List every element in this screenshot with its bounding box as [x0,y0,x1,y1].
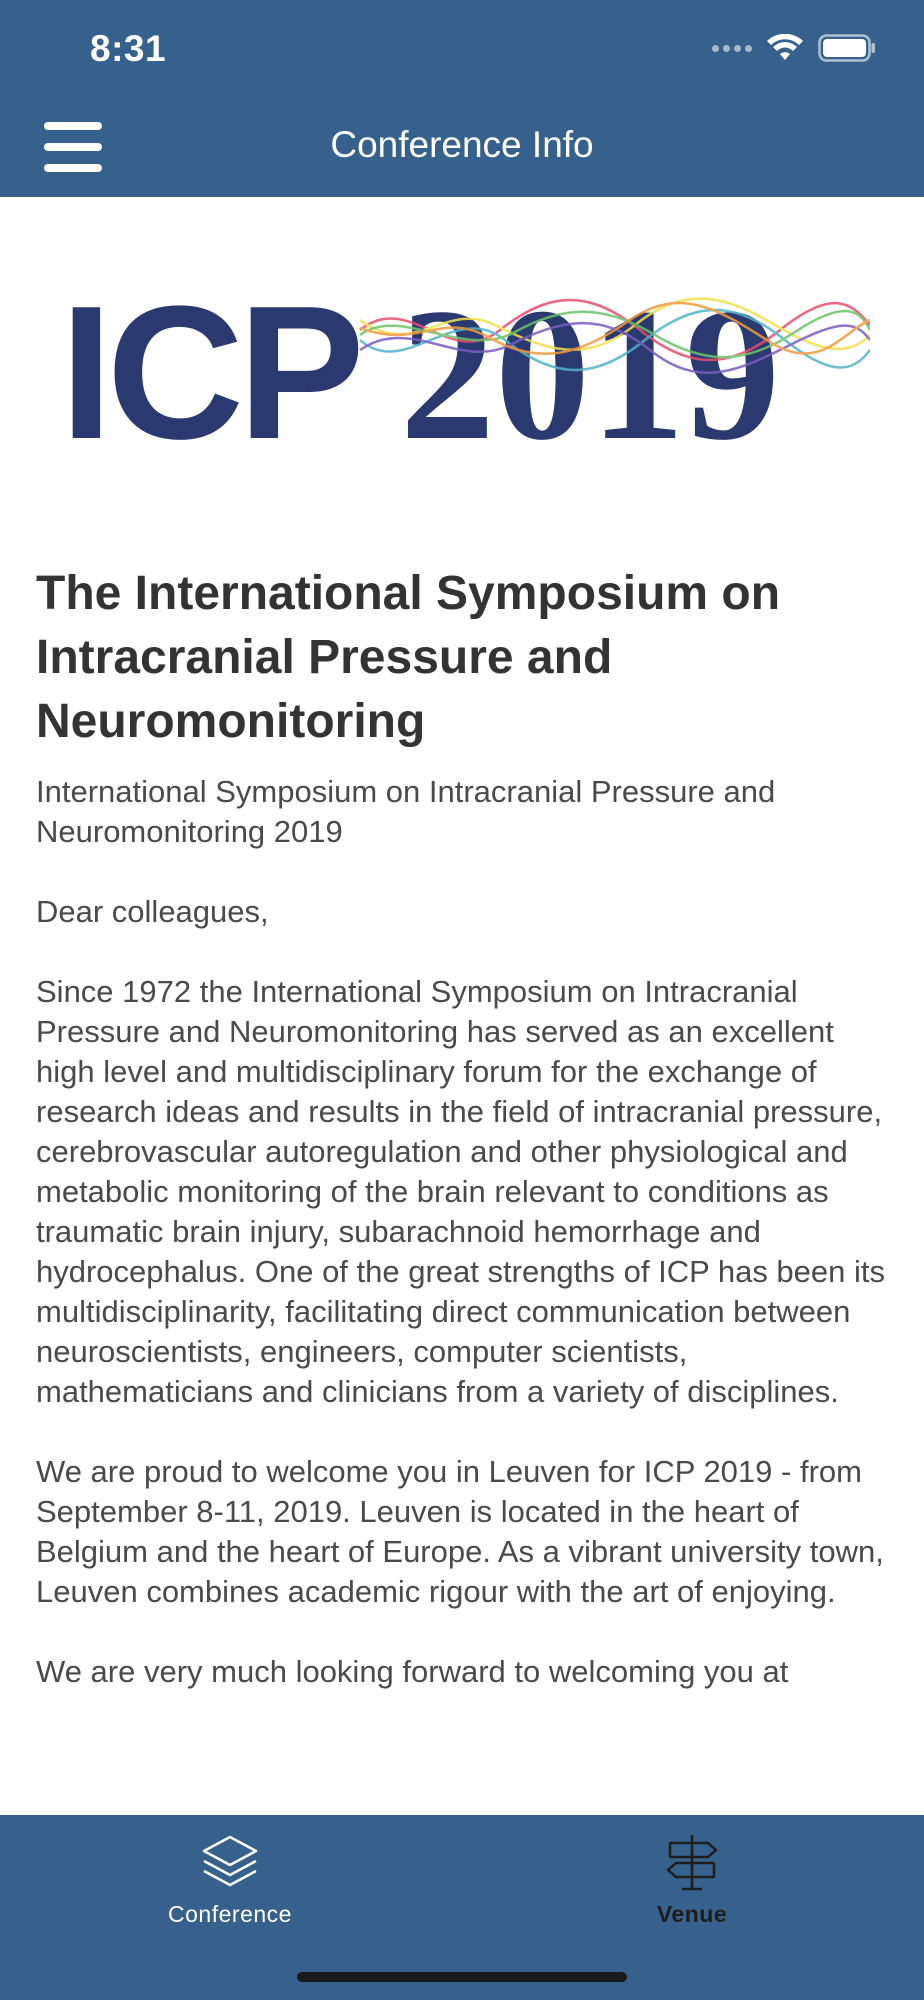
greeting-text: Dear colleagues, [36,894,269,929]
wifi-icon [766,34,804,62]
status-icons [712,34,876,62]
layers-icon [200,1833,260,1891]
conference-title: The International Symposium on Intracranial Pressure and Neuromonitoring [36,567,781,748]
intro-paragraph: Since 1972 the International Symposium on Intracranial Pressure and Neuromonitoring has served as an excellent high level and multidisciplinary forum for the exchange of research ideas and results in the field of intracranial pressure, cerebrovascular autoregulation and other physiological and metabolic monitoring of the brain relevant to conditions as traumatic brain injury, subarachnoid hemorrhage and hydrocephalus. One of the great strengths of ICP has been its multidisciplinarity, facilitating direct communication between neuroscientists, engineers, computer scientists, mathematicians and clinicians from a variety of disciplines. [36,974,886,1409]
closing-paragraph: We are very much looking forward to welcoming you at [36,1654,789,1689]
content-area [36,562,896,1692]
battery-icon [818,34,876,62]
tab-conference[interactable] [120,1833,340,1928]
tab-venue-label: Venue [656,1901,728,1927]
logo-text-year: 2019 [400,270,780,450]
status-time: 8:31 [90,28,167,69]
page-title: Conference Info [330,124,594,165]
logo-text-icp: ICP [60,270,359,450]
conference-subtitle: International Symposium on Intracranial Pressure and Neuromonitoring 2019 [36,774,776,849]
tab-venue[interactable] [582,1833,802,1928]
header-bar [0,0,924,197]
signpost-icon [662,1833,722,1891]
tab-conference-label: Conference [168,1901,292,1927]
home-indicator [297,1972,627,1982]
welcome-paragraph: We are proud to welcome you in Leuven for ICP 2019 - from September 8-11, 2019. Leuven is located in the heart of Belgium and the heart of Europe. As a vibrant university town, Leuven combines academic rigour with the art of enjoying. [36,1454,884,1609]
signal-dots-icon [712,45,752,52]
icp-2019-logo [60,270,870,450]
